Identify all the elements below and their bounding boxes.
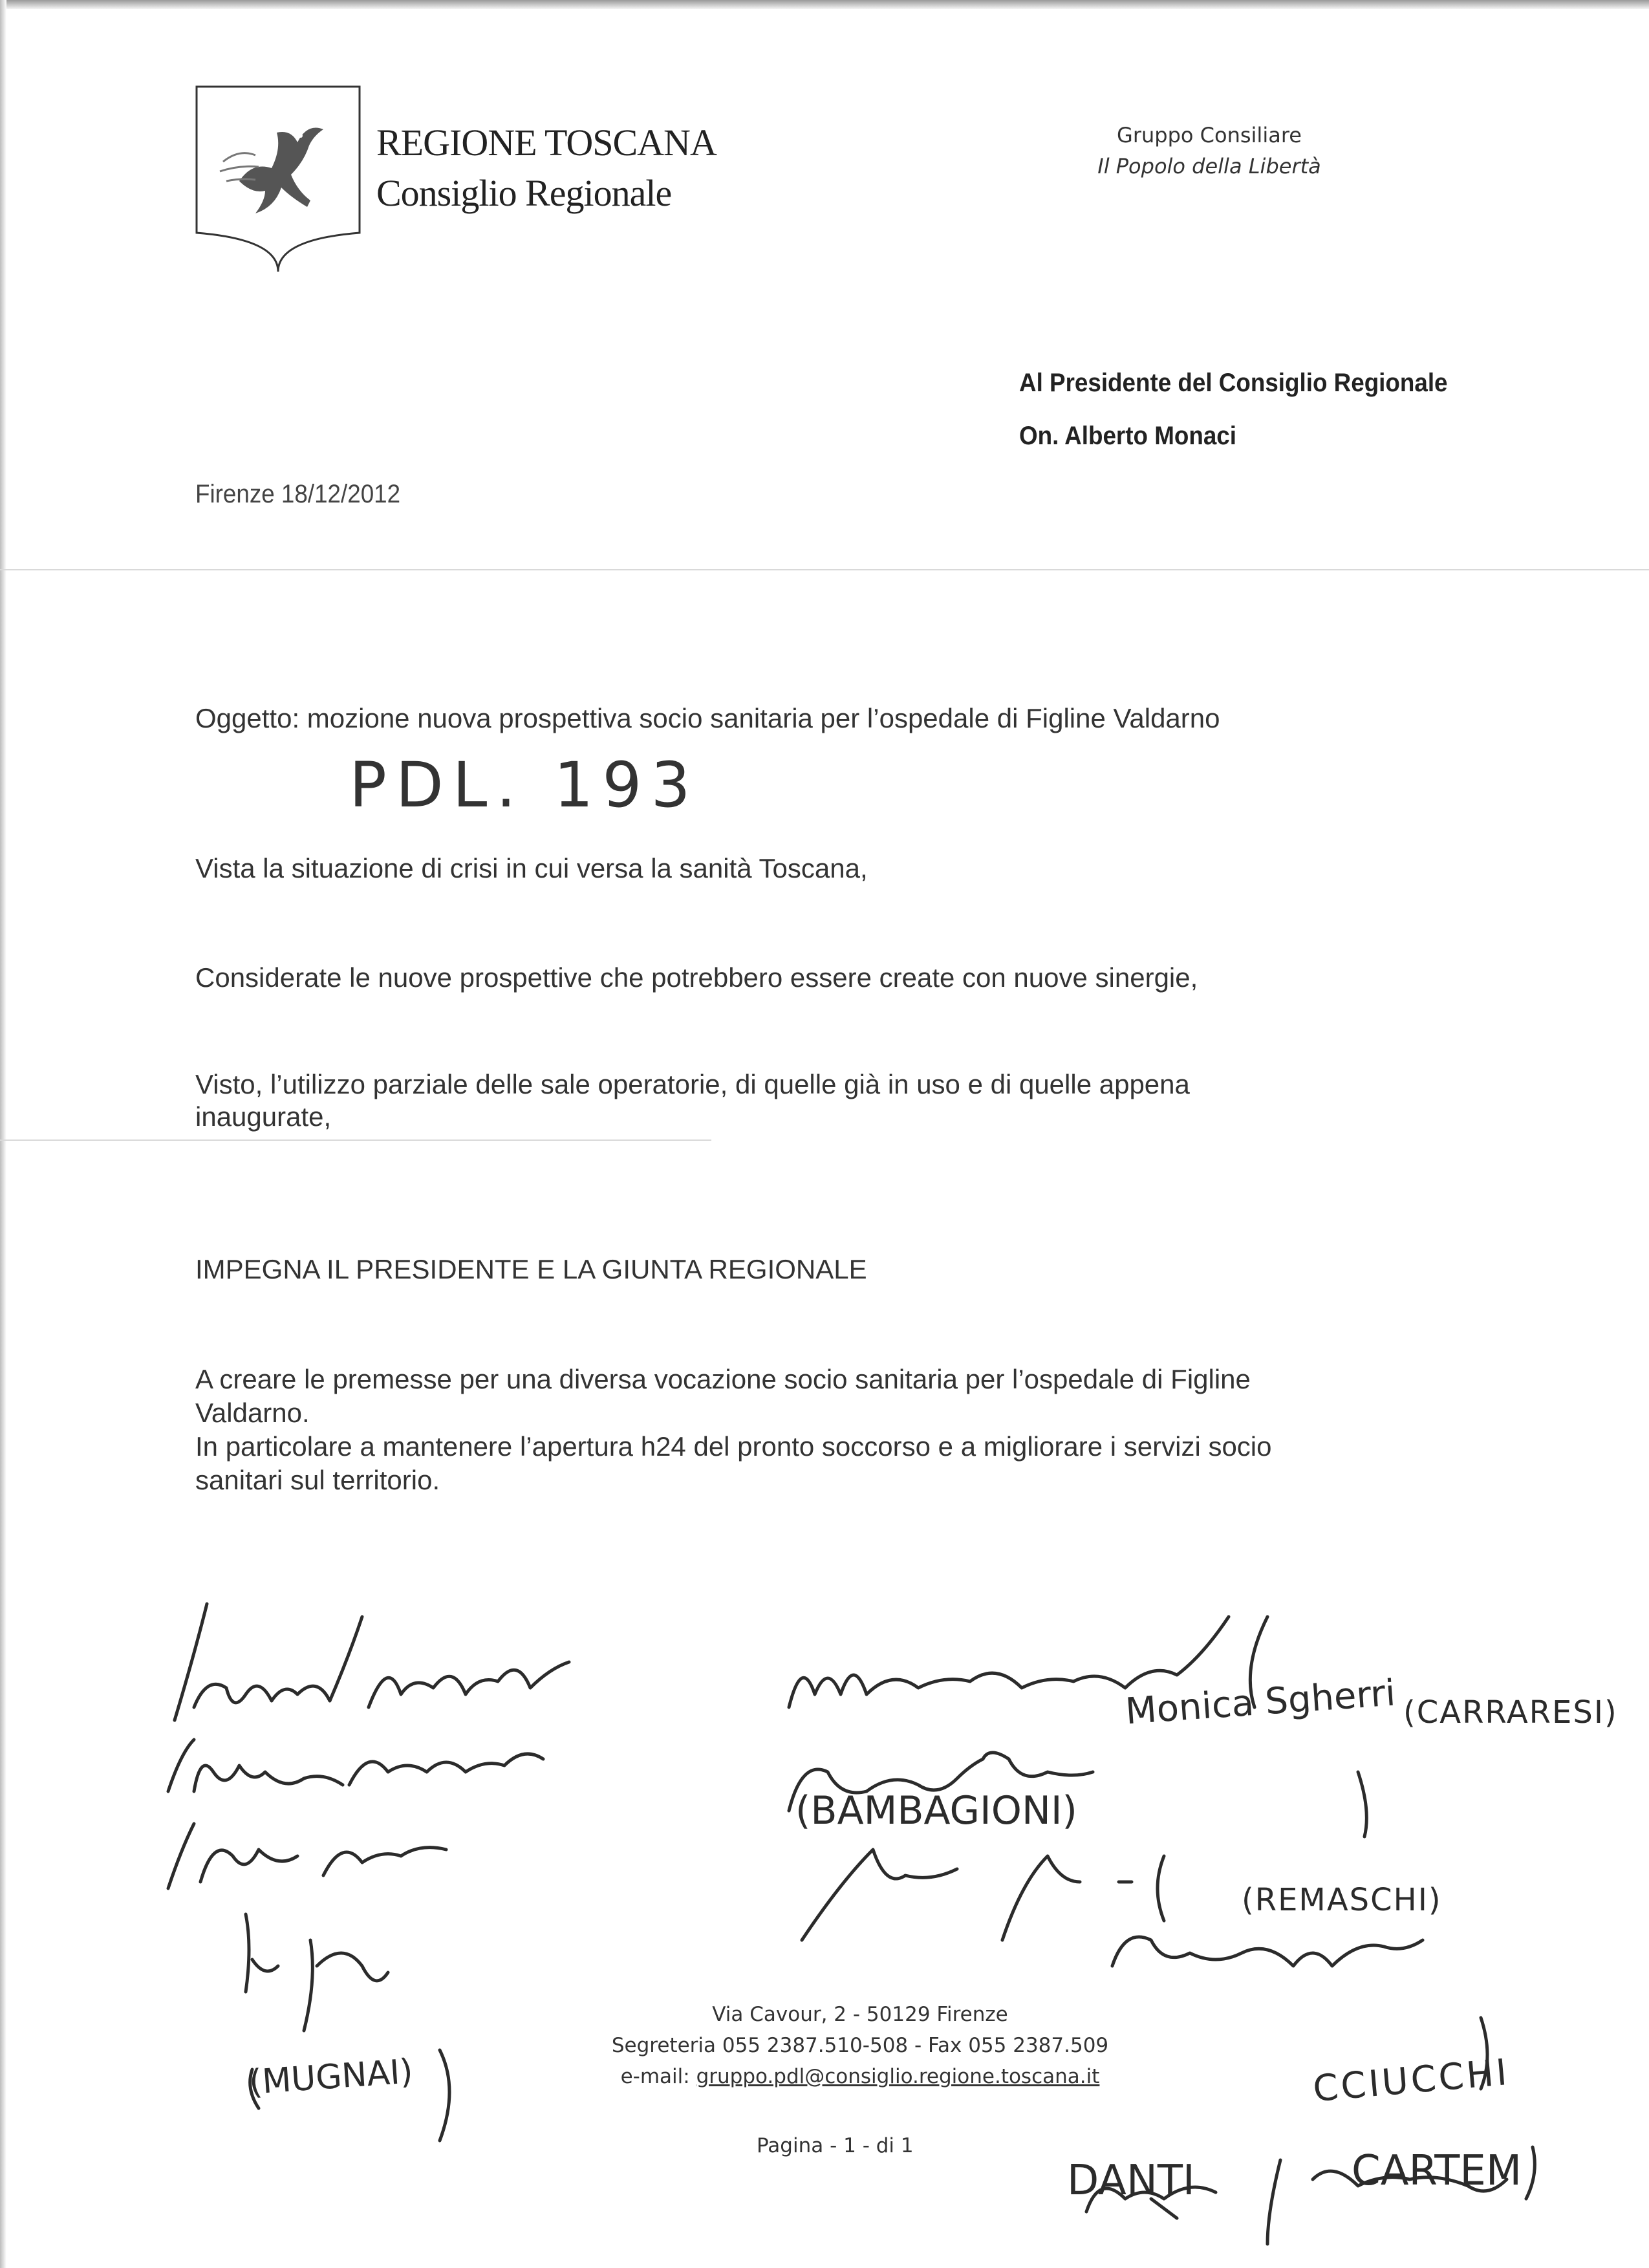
paragraph-emergency-1: In particolare a mantenere l’apertura h24 del pronto soccorso e a migliorare i servizi socio [195,1431,1272,1462]
org-name: REGIONE TOSCANA [376,122,717,164]
paragraph-emergency-2: sanitari sul territorio. [195,1465,440,1495]
handwritten-name: (REMASCHI) [1242,1882,1442,1918]
paragraph-synergies: Considerate le nuove prospettive che potrebbero essere create con nuove sinergie, [195,962,1198,993]
paragraph-crisis: Vista la situazione di crisi in cui versa la sanità Toscana, [195,853,868,883]
subject-line: Oggetto: mozione nuova prospettiva socio sanitaria per l’ospedale di Figline Valdarno [195,703,1220,733]
paragraph-vocation-1: A creare le premesse per una diversa vocazione socio sanitaria per l’ospedale di Figline [195,1364,1251,1394]
paper-fold-line [0,1139,711,1141]
org-subtitle: Consiglio Regionale [376,172,672,214]
footer-email-label: e-mail: [620,2065,690,2088]
footer-address: Via Cavour, 2 - 50129 Firenze [712,2003,1008,2026]
signature-ciucchi [1112,1937,1423,1966]
scan-border-top [0,0,1649,9]
handwritten-protocol-code: PDL. 193 [349,749,700,821]
scan-border-left [0,0,6,2268]
page-number: Pagina - 1 - di 1 [757,2134,914,2157]
handwritten-name: DANTI [1067,2157,1195,2205]
signature-mugnai [246,1914,388,2031]
handwritten-name: Monica Sgherri [1124,1672,1397,1733]
group-label: Gruppo Consiliare [1117,123,1302,147]
footer-phones: Segreteria 055 2387.510-508 - Fax 055 2387.509 [611,2034,1109,2057]
handwritten-name: (MUGNAI) [248,2052,415,2102]
recipient-line-1: Al Presidente del Consiglio Regionale [1019,369,1448,397]
footer-email-row [569,2065,1151,2088]
recipient-line-2: On. Alberto Monaci [1019,422,1236,450]
handwritten-name: CARTEM [1352,2147,1522,2195]
commitment-heading: IMPEGNA IL PRESIDENTE E LA GIUNTA REGIONALE [195,1254,867,1284]
signature-danti-cartem [1086,2018,1535,2244]
paragraph-operating-rooms-1: Visto, l’utilizzo parziale delle sale operatorie, di quelle già in uso e di quelle appena [195,1069,1190,1099]
paragraph-operating-rooms-2: inaugurate, [195,1101,332,1132]
handwritten-name: (CARRARESI) [1403,1694,1618,1731]
council-group [1073,123,1345,178]
footer-email-link[interactable]: gruppo.pdl@consiglio.regione.toscana.it [696,2065,1100,2088]
paragraph-vocation-2: Valdarno. [195,1398,310,1428]
regione-toscana-crest [194,84,362,278]
signature-locci [168,1824,446,1888]
handwritten-name: CCIUCCHI [1311,2051,1511,2111]
letter-date: Firenze 18/12/2012 [195,480,401,508]
signature-remaschi [802,1850,1164,1940]
paper-fold-line [0,569,1649,570]
handwritten-name: (BAMBAGIONI) [795,1788,1077,1833]
group-party: Il Popolo della Libertà [1097,154,1321,178]
